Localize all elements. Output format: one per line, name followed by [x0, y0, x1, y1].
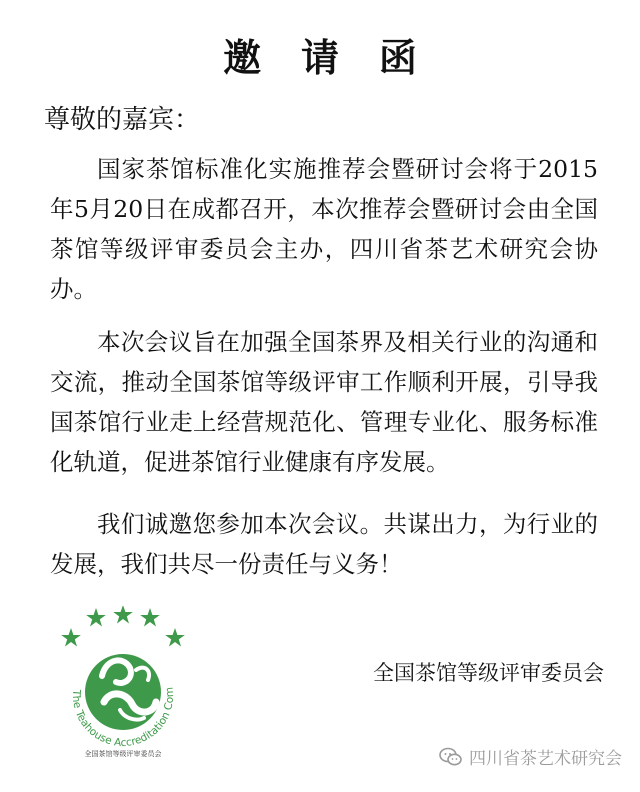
- committee-logo: [44, 606, 200, 776]
- document-title: 邀 请 函: [223, 35, 431, 80]
- star-icon: [61, 606, 185, 647]
- watermark-text: 四川省茶艺术研究会: [469, 749, 622, 769]
- signature: 全国茶馆等级评审委员会: [373, 661, 604, 685]
- paragraph-3: 我们诚邀您参加本次会议。共谋出力，为行业的发展，我们共尽一份责任与义务！: [50, 510, 598, 578]
- paragraph-2: 本次会议旨在加强全国茶界及相关行业的沟通和交流，推动全国茶馆等级评审工作顺利开展，引导我国茶馆行业走上经营规范化、管理专业化、服务标准化轨道，促进茶馆行业健康有序发展。: [50, 328, 598, 476]
- wechat-icon: [439, 746, 463, 768]
- watermark: [439, 744, 622, 769]
- logo-chinese-text: 全国茶馆等级评审委员会: [84, 750, 162, 758]
- logo-english-text: The Teahouse Accreditation Com: [69, 686, 177, 750]
- paragraph-1: 国家茶馆标准化实施推荐会暨研讨会将于2015年5月20日在成都召开，本次推荐会暨研讨会由全国茶馆等级评审委员会主办，四川省茶艺术研究会协办。: [50, 155, 598, 303]
- salutation: 尊敬的嘉宾：: [44, 105, 201, 135]
